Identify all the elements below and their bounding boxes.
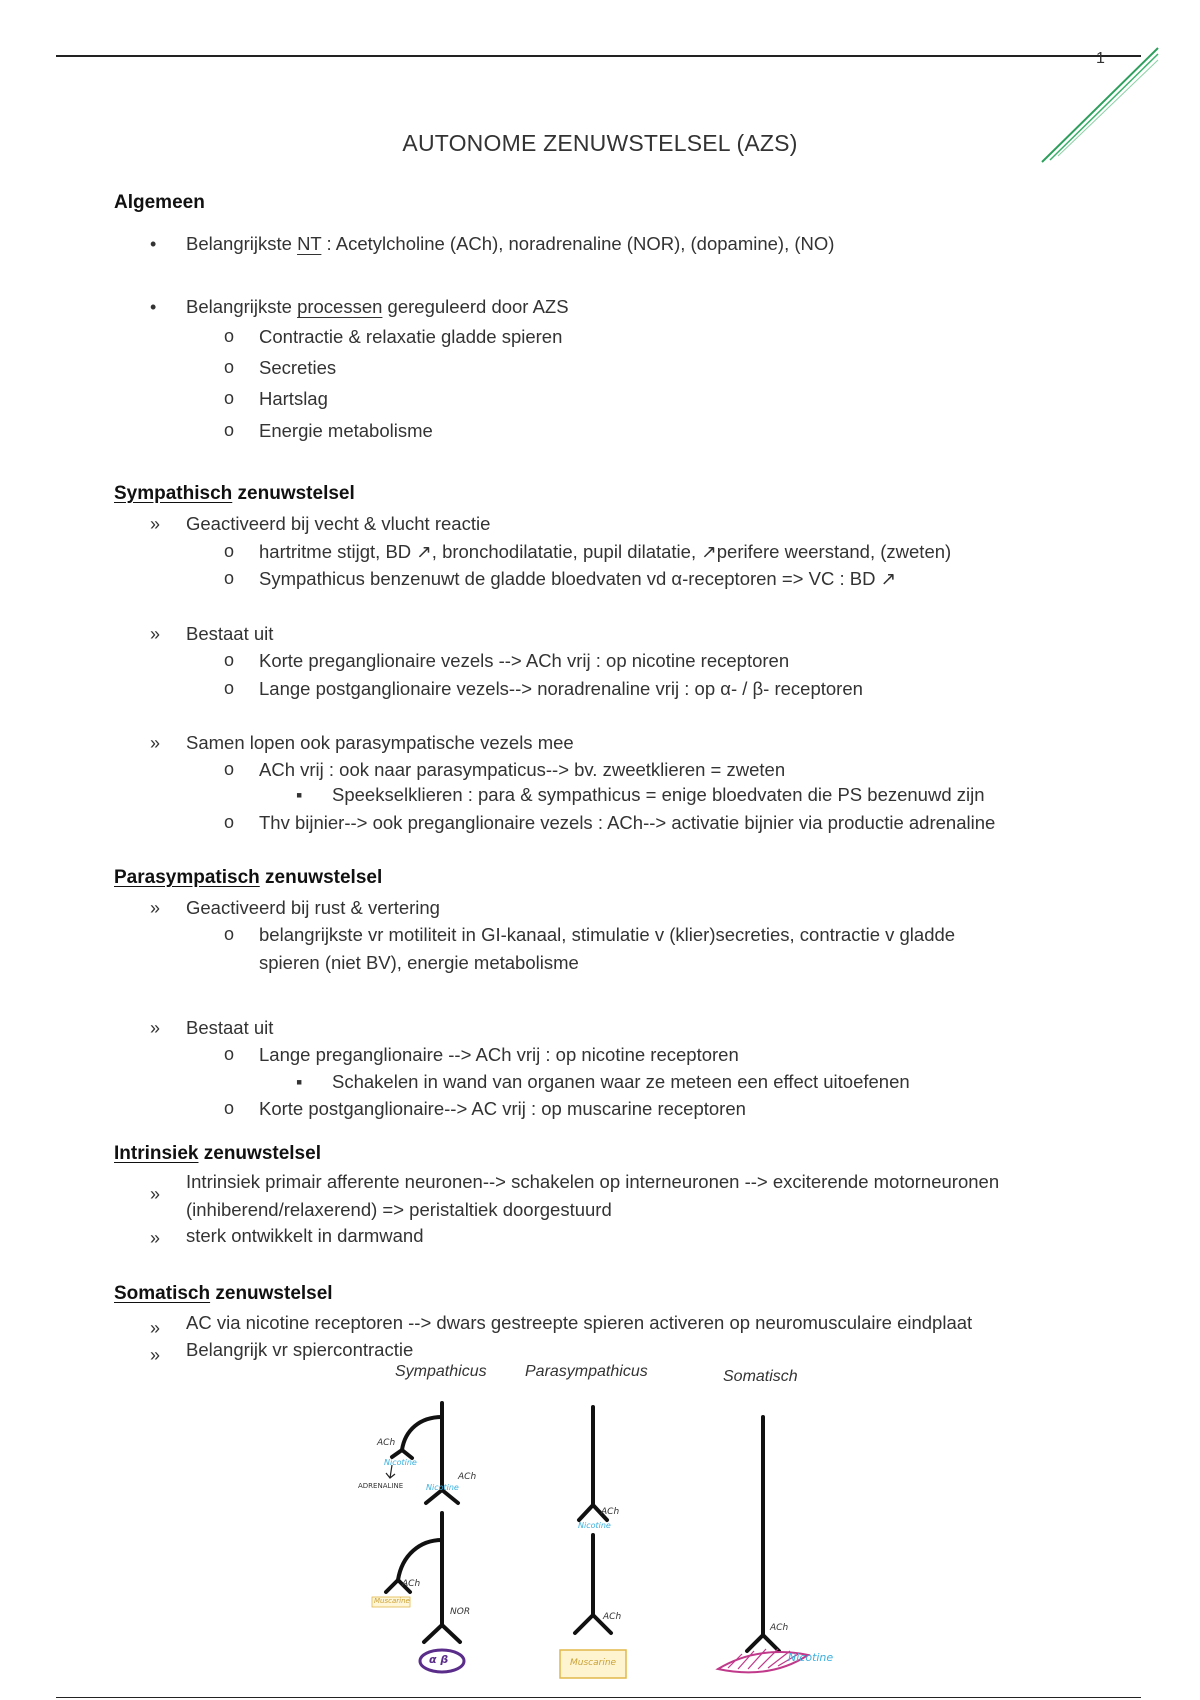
arrow-marker: » — [150, 1184, 161, 1204]
som-item: Belangrijk vr spiercontractie — [186, 1339, 414, 1360]
sym-nicotine-1: Nicotine — [384, 1458, 417, 1467]
sym-nicotine-2: Nicotine — [426, 1483, 459, 1492]
sym-item: Bestaat uit — [186, 623, 274, 644]
process-item: Hartslag — [259, 388, 328, 409]
som-fork-right — [763, 1635, 779, 1651]
sym-fork-bottom-right — [442, 1625, 460, 1642]
circle-marker: o — [224, 650, 235, 670]
sym-ach-top-left: ACh — [377, 1438, 396, 1448]
circle-marker: o — [224, 759, 235, 779]
para-subitem: Lange preganglionaire --> ACh vrij : op nicotine receptoren — [259, 1044, 739, 1065]
intr-item: Intrinsiek primair afferente neuronen--> schakelen op interneuronen --> exciterende motorneuronen — [186, 1171, 1000, 1192]
bottom-rule — [56, 1697, 1141, 1698]
page-title: AUTONOME ZENUWSTELSEL (AZS) — [402, 130, 798, 156]
circle-marker: o — [224, 388, 235, 408]
heading-somatisch: Somatisch zenuwstelsel — [114, 1283, 333, 1304]
sym-ach-bottom: ACh — [402, 1579, 421, 1589]
label-somatisch: Somatisch — [723, 1368, 798, 1385]
sym-subsubitem: Speekselklieren : para & sympathicus = enige bloedvaten die PS bezenuwd zijn — [332, 784, 985, 805]
sym-ach-top-right: ACh — [458, 1472, 477, 1482]
sym-muscarine: Muscarine — [374, 1597, 410, 1605]
circle-marker: o — [224, 1044, 235, 1064]
square-marker: ▪ — [296, 785, 303, 805]
page-number: 1 — [1096, 50, 1105, 67]
som-fork-left — [747, 1635, 763, 1651]
sym-sweat-branch — [398, 1540, 442, 1580]
para-muscarine: Muscarine — [570, 1658, 617, 1668]
sym-fork-top-right — [402, 1450, 412, 1458]
sym-fork-bottom-left — [424, 1625, 442, 1642]
som-item: AC via nicotine receptoren --> dwars gestreepte spieren activeren op neuromusculaire eindplaat — [186, 1312, 973, 1333]
sym-adrenal-branch — [402, 1417, 442, 1450]
nervous-system-diagram — [350, 1355, 850, 1700]
sym-subitem: Lange postganglionaire vezels--> noradrenaline vrij : op α- / β- receptoren — [259, 678, 863, 699]
para-subitem: Korte postganglionaire--> AC vrij : op muscarine receptoren — [259, 1098, 746, 1119]
sym-subitem: Thv bijnier--> ook preganglionaire vezels : ACh--> activatie bijnier via productie adrenaline — [259, 812, 996, 833]
square-marker: ▪ — [296, 1072, 303, 1092]
sym-subitem: Korte preganglionaire vezels --> ACh vrij : op nicotine receptoren — [259, 650, 790, 671]
sym-adrenaline: ADRENALINE — [358, 1482, 404, 1490]
para-subitem-cont: spieren (niet BV), energie metabolisme — [259, 952, 579, 973]
arrow-marker: » — [150, 624, 161, 644]
sym-alpha-beta: α β — [429, 1653, 449, 1666]
para-fork-bottom-left — [575, 1615, 593, 1633]
circle-marker: o — [224, 326, 235, 346]
nt-line: Belangrijkste NT : Acetylcholine (ACh), noradrenaline (NOR), (dopamine), (NO) — [186, 233, 835, 254]
label-parasympathicus: Parasympathicus — [525, 1363, 648, 1380]
circle-marker: o — [224, 541, 235, 561]
arrow-marker: » — [150, 1228, 161, 1248]
circle-marker: o — [224, 812, 235, 832]
intr-item: sterk ontwikkelt in darmwand — [186, 1225, 424, 1246]
para-ach-2: ACh — [603, 1612, 622, 1622]
process-item: Energie metabolisme — [259, 420, 433, 441]
arrow-marker: » — [150, 514, 161, 534]
som-nicotine: Nicotine — [788, 1651, 834, 1664]
circle-marker: o — [224, 420, 235, 440]
circle-marker: o — [224, 678, 235, 698]
sym-subitem: hartritme stijgt, BD ↗, bronchodilatatie, pupil dilatatie, ↗perifere weerstand, (zweten) — [259, 541, 952, 562]
som-ach: ACh — [770, 1623, 789, 1633]
para-item: Geactiveerd bij rust & vertering — [186, 897, 440, 918]
circle-marker: o — [224, 1098, 235, 1118]
sym-nor: NOR — [450, 1607, 471, 1617]
sym-fork-low-left — [386, 1580, 398, 1592]
heading-sympathisch: Sympathisch zenuwstelsel — [114, 483, 355, 504]
para-subitem: belangrijkste vr motiliteit in GI-kanaal, stimulatie v (klier)secreties, contractie v gladde — [259, 924, 956, 945]
arrow-marker: » — [150, 898, 161, 918]
circle-marker: o — [224, 568, 235, 588]
para-ach-1: ACh — [601, 1507, 620, 1517]
arrow-marker: » — [150, 1318, 161, 1338]
heading-algemeen: Algemeen — [114, 192, 205, 213]
intr-item-cont: (inhiberend/relaxerend) => peristaltiek doorgestuurd — [186, 1199, 612, 1220]
para-item: Bestaat uit — [186, 1017, 274, 1038]
bullet-marker: • — [150, 297, 157, 317]
top-rule — [56, 55, 1141, 57]
sym-item: Samen lopen ook parasympatische vezels mee — [186, 732, 574, 753]
arrow-marker: » — [150, 1018, 161, 1038]
para-nicotine: Nicotine — [578, 1521, 611, 1530]
para-fork-mid-left — [579, 1505, 593, 1520]
label-sympathicus: Sympathicus — [395, 1363, 487, 1380]
circle-marker: o — [224, 924, 235, 944]
sym-subitem: Sympathicus benzenuwt de gladde bloedvaten vd α-receptoren => VC : BD ↗ — [259, 568, 897, 589]
arrow-marker: » — [150, 733, 161, 753]
process-item: Contractie & relaxatie gladde spieren — [259, 326, 563, 347]
para-subsubitem: Schakelen in wand van organen waar ze meteen een effect uitoefenen — [332, 1071, 910, 1092]
process-item: Secreties — [259, 357, 337, 378]
heading-intrinsiek: Intrinsiek zenuwstelsel — [114, 1143, 321, 1164]
sym-subitem: ACh vrij : ook naar parasympaticus--> bv. zweetklieren = zweten — [259, 759, 786, 780]
arrow-marker: » — [150, 1345, 161, 1365]
processes-line: Belangrijkste processen gereguleerd door AZS — [186, 296, 569, 317]
heading-parasympatisch: Parasympatisch zenuwstelsel — [114, 867, 383, 888]
sym-item: Geactiveerd bij vecht & vlucht reactie — [186, 513, 491, 534]
bullet-marker: • — [150, 234, 157, 254]
circle-marker: o — [224, 357, 235, 377]
